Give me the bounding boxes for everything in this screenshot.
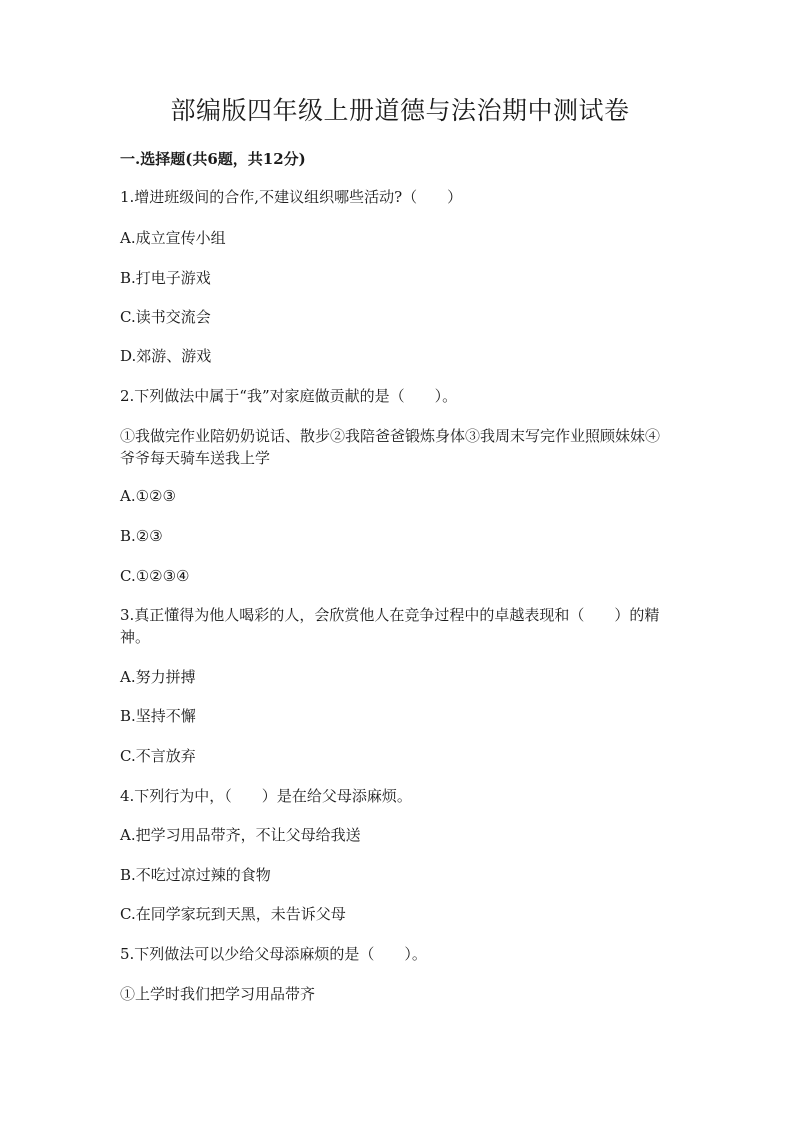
question-1-option-d: D.郊游、游戏 <box>120 347 212 365</box>
page-title: 部编版四年级上册道德与法治期中测试卷 <box>170 96 630 125</box>
question-1-stem: 1.增进班级间的合作,不建议组织哪些活动?（ ） <box>120 188 463 206</box>
question-2-option-b: B.②③ <box>120 527 163 545</box>
question-5-stem: 5.下列做法可以少给父母添麻烦的是（ ）。 <box>120 945 427 963</box>
question-3-stem: 3.真正懂得为他人喝彩的人，会欣赏他人在竞争过程中的卓越表现和（ ）的精神。 <box>120 606 660 646</box>
question-5-statement: ①上学时我们把学习用品带齐 <box>120 985 316 1003</box>
question-2-option-a: A.①②③ <box>120 487 176 505</box>
section-heading: 一.选择题(共6题，共12分) <box>120 150 306 168</box>
question-2-option-c: C.①②③④ <box>120 567 190 585</box>
question-2-stem: 2.下列做法中属于“我”对家庭做贡献的是（ ）。 <box>120 387 458 405</box>
question-2-statements: ①我做完作业陪奶奶说话、散步②我陪爸爸锻炼身体③我周末写完作业照顾妹妹④爷爷每天骑车送我上学 <box>120 427 661 467</box>
question-1-option-c: C.读书交流会 <box>120 308 211 326</box>
question-4-stem: 4.下列行为中，（ ）是在给父母添麻烦。 <box>120 787 412 805</box>
question-4-option-c: C.在同学家玩到天黑，未告诉父母 <box>120 905 346 923</box>
question-4-option-a: A.把学习用品带齐，不让父母给我送 <box>120 826 361 844</box>
question-4-option-b: B.不吃过凉过辣的食物 <box>120 866 271 884</box>
question-3-option-b: B.坚持不懈 <box>120 707 196 725</box>
question-1-option-a: A.成立宣传小组 <box>120 229 226 247</box>
question-3-option-c: C.不言放弃 <box>120 747 196 765</box>
question-3-option-a: A.努力拼搏 <box>120 668 196 686</box>
question-1-option-b: B.打电子游戏 <box>120 269 211 287</box>
